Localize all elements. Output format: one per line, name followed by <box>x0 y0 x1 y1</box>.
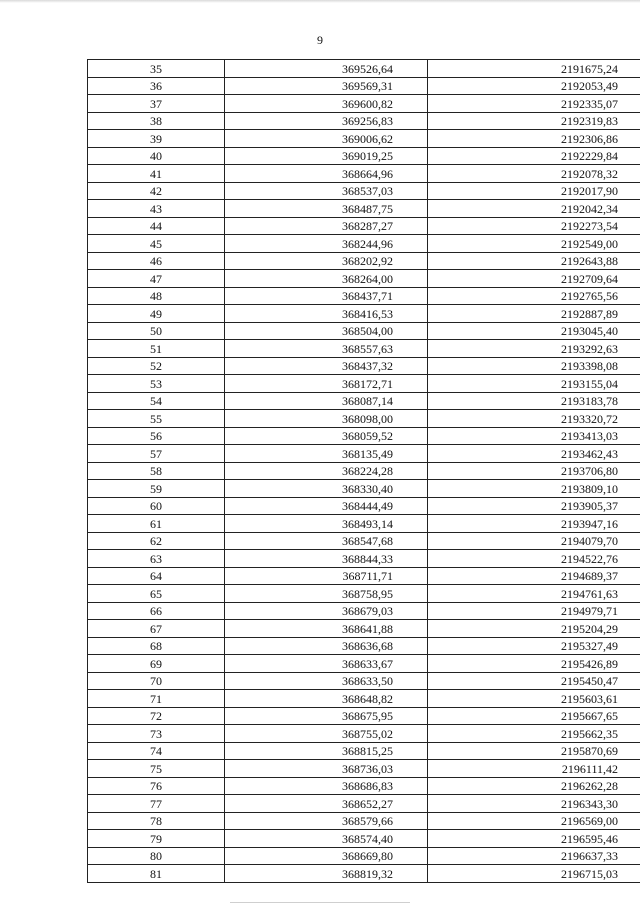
y-coordinate-cell: 2194689,37 <box>428 567 640 585</box>
x-coordinate-cell: 368652,27 <box>225 795 428 813</box>
table-row <box>88 830 640 848</box>
point-number-cell: 47 <box>88 270 225 288</box>
y-coordinate-cell: 2193462,43 <box>428 445 640 463</box>
point-number-cell: 45 <box>88 235 225 253</box>
x-coordinate-cell: 368641,88 <box>225 620 428 638</box>
point-number-cell: 43 <box>88 200 225 218</box>
y-coordinate-cell: 2193413,03 <box>428 427 640 445</box>
x-coordinate-cell: 368633,50 <box>225 672 428 690</box>
x-coordinate-cell: 368504,00 <box>225 322 428 340</box>
x-coordinate-cell: 368135,49 <box>225 445 428 463</box>
x-coordinate-cell: 368172,71 <box>225 375 428 393</box>
table-row <box>88 707 640 725</box>
point-number-cell: 40 <box>88 147 225 165</box>
y-coordinate-cell: 2196715,03 <box>428 865 640 883</box>
table-row <box>88 865 640 883</box>
y-coordinate-cell: 2193398,08 <box>428 357 640 375</box>
x-coordinate-cell: 368557,63 <box>225 340 428 358</box>
table-row <box>88 235 640 253</box>
table-row <box>88 795 640 813</box>
point-number-cell: 35 <box>88 60 225 78</box>
x-coordinate-cell: 368330,40 <box>225 480 428 498</box>
point-number-cell: 70 <box>88 672 225 690</box>
point-number-cell: 48 <box>88 287 225 305</box>
x-coordinate-cell: 368679,03 <box>225 602 428 620</box>
table-row <box>88 532 640 550</box>
y-coordinate-cell: 2193155,04 <box>428 375 640 393</box>
y-coordinate-cell: 2194522,76 <box>428 550 640 568</box>
point-number-cell: 75 <box>88 760 225 778</box>
point-number-cell: 42 <box>88 182 225 200</box>
point-number-cell: 77 <box>88 795 225 813</box>
table-row <box>88 427 640 445</box>
x-coordinate-cell: 369600,82 <box>225 95 428 113</box>
point-number-cell: 57 <box>88 445 225 463</box>
table-row <box>88 480 640 498</box>
table-row <box>88 200 640 218</box>
y-coordinate-cell: 2196111,42 <box>428 760 640 778</box>
table-row <box>88 165 640 183</box>
point-number-cell: 59 <box>88 480 225 498</box>
table-row <box>88 392 640 410</box>
table-row <box>88 655 640 673</box>
table-row <box>88 567 640 585</box>
table-row <box>88 410 640 428</box>
x-coordinate-cell: 368686,83 <box>225 777 428 795</box>
x-coordinate-cell: 368579,66 <box>225 812 428 830</box>
table-row <box>88 637 640 655</box>
y-coordinate-cell: 2193947,16 <box>428 515 640 533</box>
y-coordinate-cell: 2192229,84 <box>428 147 640 165</box>
x-coordinate-cell: 368437,32 <box>225 357 428 375</box>
x-coordinate-cell: 368224,28 <box>225 462 428 480</box>
y-coordinate-cell: 2196262,28 <box>428 777 640 795</box>
point-number-cell: 44 <box>88 217 225 235</box>
point-number-cell: 67 <box>88 620 225 638</box>
x-coordinate-cell: 368202,92 <box>225 252 428 270</box>
point-number-cell: 76 <box>88 777 225 795</box>
point-number-cell: 66 <box>88 602 225 620</box>
y-coordinate-cell: 2194079,70 <box>428 532 640 550</box>
x-coordinate-cell: 368574,40 <box>225 830 428 848</box>
x-coordinate-cell: 368444,49 <box>225 497 428 515</box>
point-number-cell: 39 <box>88 130 225 148</box>
point-number-cell: 55 <box>88 410 225 428</box>
x-coordinate-cell: 368711,71 <box>225 567 428 585</box>
point-number-cell: 53 <box>88 375 225 393</box>
x-coordinate-cell: 368264,00 <box>225 270 428 288</box>
x-coordinate-cell: 368059,52 <box>225 427 428 445</box>
y-coordinate-cell: 2195327,49 <box>428 637 640 655</box>
table-row <box>88 340 640 358</box>
x-coordinate-cell: 368648,82 <box>225 690 428 708</box>
table-row <box>88 847 640 865</box>
y-coordinate-cell: 2192765,56 <box>428 287 640 305</box>
point-number-cell: 51 <box>88 340 225 358</box>
x-coordinate-cell: 368547,68 <box>225 532 428 550</box>
x-coordinate-cell: 368487,75 <box>225 200 428 218</box>
y-coordinate-cell: 2194761,63 <box>428 585 640 603</box>
page-number: 9 <box>317 33 323 47</box>
table-row <box>88 375 640 393</box>
table-row <box>88 550 640 568</box>
table-row <box>88 812 640 830</box>
table-row <box>88 742 640 760</box>
x-coordinate-cell: 369006,62 <box>225 130 428 148</box>
table-row <box>88 252 640 270</box>
x-coordinate-cell: 368758,95 <box>225 585 428 603</box>
y-coordinate-cell: 2193706,80 <box>428 462 640 480</box>
point-number-cell: 37 <box>88 95 225 113</box>
table-row <box>88 287 640 305</box>
point-number-cell: 71 <box>88 690 225 708</box>
point-number-cell: 49 <box>88 305 225 323</box>
y-coordinate-cell: 2195662,35 <box>428 725 640 743</box>
point-number-cell: 72 <box>88 707 225 725</box>
y-coordinate-cell: 2195870,69 <box>428 742 640 760</box>
x-coordinate-cell: 368437,71 <box>225 287 428 305</box>
y-coordinate-cell: 2196595,46 <box>428 830 640 848</box>
table-row <box>88 217 640 235</box>
x-coordinate-cell: 368669,80 <box>225 847 428 865</box>
table-row <box>88 182 640 200</box>
table-row <box>88 760 640 778</box>
x-coordinate-cell: 368819,32 <box>225 865 428 883</box>
x-coordinate-cell: 368736,03 <box>225 760 428 778</box>
point-number-cell: 68 <box>88 637 225 655</box>
x-coordinate-cell: 368633,67 <box>225 655 428 673</box>
table-row <box>88 585 640 603</box>
point-number-cell: 60 <box>88 497 225 515</box>
y-coordinate-cell: 2193045,40 <box>428 322 640 340</box>
x-coordinate-cell: 368244,96 <box>225 235 428 253</box>
point-number-cell: 38 <box>88 112 225 130</box>
coordinates-table <box>87 59 640 883</box>
x-coordinate-cell: 368493,14 <box>225 515 428 533</box>
y-coordinate-cell: 2192017,90 <box>428 182 640 200</box>
point-number-cell: 74 <box>88 742 225 760</box>
x-coordinate-cell: 368755,02 <box>225 725 428 743</box>
table-row <box>88 130 640 148</box>
y-coordinate-cell: 2192709,64 <box>428 270 640 288</box>
x-coordinate-cell: 368675,95 <box>225 707 428 725</box>
y-coordinate-cell: 2192319,83 <box>428 112 640 130</box>
point-number-cell: 54 <box>88 392 225 410</box>
point-number-cell: 50 <box>88 322 225 340</box>
x-coordinate-cell: 368416,53 <box>225 305 428 323</box>
y-coordinate-cell: 2196343,30 <box>428 795 640 813</box>
table-row <box>88 462 640 480</box>
point-number-cell: 79 <box>88 830 225 848</box>
y-coordinate-cell: 2193809,10 <box>428 480 640 498</box>
x-coordinate-cell: 369526,64 <box>225 60 428 78</box>
point-number-cell: 46 <box>88 252 225 270</box>
x-coordinate-cell: 368815,25 <box>225 742 428 760</box>
y-coordinate-cell: 2192549,00 <box>428 235 640 253</box>
y-coordinate-cell: 2196637,33 <box>428 847 640 865</box>
table-row <box>88 445 640 463</box>
y-coordinate-cell: 2192335,07 <box>428 95 640 113</box>
point-number-cell: 41 <box>88 165 225 183</box>
x-coordinate-cell: 369256,83 <box>225 112 428 130</box>
x-coordinate-cell: 369019,25 <box>225 147 428 165</box>
y-coordinate-cell: 2191675,24 <box>428 60 640 78</box>
y-coordinate-cell: 2192887,89 <box>428 305 640 323</box>
page-bottom-edge <box>230 902 410 903</box>
table-row <box>88 95 640 113</box>
table-row <box>88 602 640 620</box>
table-row <box>88 725 640 743</box>
point-number-cell: 61 <box>88 515 225 533</box>
y-coordinate-cell: 2195426,89 <box>428 655 640 673</box>
y-coordinate-cell: 2193292,63 <box>428 340 640 358</box>
y-coordinate-cell: 2195204,29 <box>428 620 640 638</box>
y-coordinate-cell: 2195603,61 <box>428 690 640 708</box>
point-number-cell: 52 <box>88 357 225 375</box>
x-coordinate-cell: 368087,14 <box>225 392 428 410</box>
table-row <box>88 672 640 690</box>
point-number-cell: 73 <box>88 725 225 743</box>
table-row <box>88 777 640 795</box>
x-coordinate-cell: 368287,27 <box>225 217 428 235</box>
x-coordinate-cell: 368636,68 <box>225 637 428 655</box>
table-row <box>88 515 640 533</box>
page-top-edge <box>0 0 640 3</box>
table-row <box>88 305 640 323</box>
point-number-cell: 62 <box>88 532 225 550</box>
point-number-cell: 69 <box>88 655 225 673</box>
table-row <box>88 690 640 708</box>
y-coordinate-cell: 2192306,86 <box>428 130 640 148</box>
table-row <box>88 147 640 165</box>
y-coordinate-cell: 2193320,72 <box>428 410 640 428</box>
point-number-cell: 36 <box>88 77 225 95</box>
x-coordinate-cell: 368537,03 <box>225 182 428 200</box>
point-number-cell: 78 <box>88 812 225 830</box>
table-row <box>88 497 640 515</box>
y-coordinate-cell: 2192053,49 <box>428 77 640 95</box>
table-row <box>88 357 640 375</box>
x-coordinate-cell: 368844,33 <box>225 550 428 568</box>
point-number-cell: 80 <box>88 847 225 865</box>
table-row <box>88 270 640 288</box>
point-number-cell: 64 <box>88 567 225 585</box>
y-coordinate-cell: 2193183,78 <box>428 392 640 410</box>
y-coordinate-cell: 2194979,71 <box>428 602 640 620</box>
coordinates-table-body <box>88 60 640 883</box>
y-coordinate-cell: 2192078,32 <box>428 165 640 183</box>
point-number-cell: 58 <box>88 462 225 480</box>
y-coordinate-cell: 2192273,54 <box>428 217 640 235</box>
y-coordinate-cell: 2192042,34 <box>428 200 640 218</box>
table-row <box>88 620 640 638</box>
table-row <box>88 60 640 78</box>
table-row <box>88 112 640 130</box>
x-coordinate-cell: 369569,31 <box>225 77 428 95</box>
y-coordinate-cell: 2195450,47 <box>428 672 640 690</box>
point-number-cell: 56 <box>88 427 225 445</box>
x-coordinate-cell: 368664,96 <box>225 165 428 183</box>
table-row <box>88 77 640 95</box>
table-row <box>88 322 640 340</box>
point-number-cell: 81 <box>88 865 225 883</box>
y-coordinate-cell: 2196569,00 <box>428 812 640 830</box>
y-coordinate-cell: 2193905,37 <box>428 497 640 515</box>
point-number-cell: 65 <box>88 585 225 603</box>
x-coordinate-cell: 368098,00 <box>225 410 428 428</box>
y-coordinate-cell: 2195667,65 <box>428 707 640 725</box>
point-number-cell: 63 <box>88 550 225 568</box>
y-coordinate-cell: 2192643,88 <box>428 252 640 270</box>
